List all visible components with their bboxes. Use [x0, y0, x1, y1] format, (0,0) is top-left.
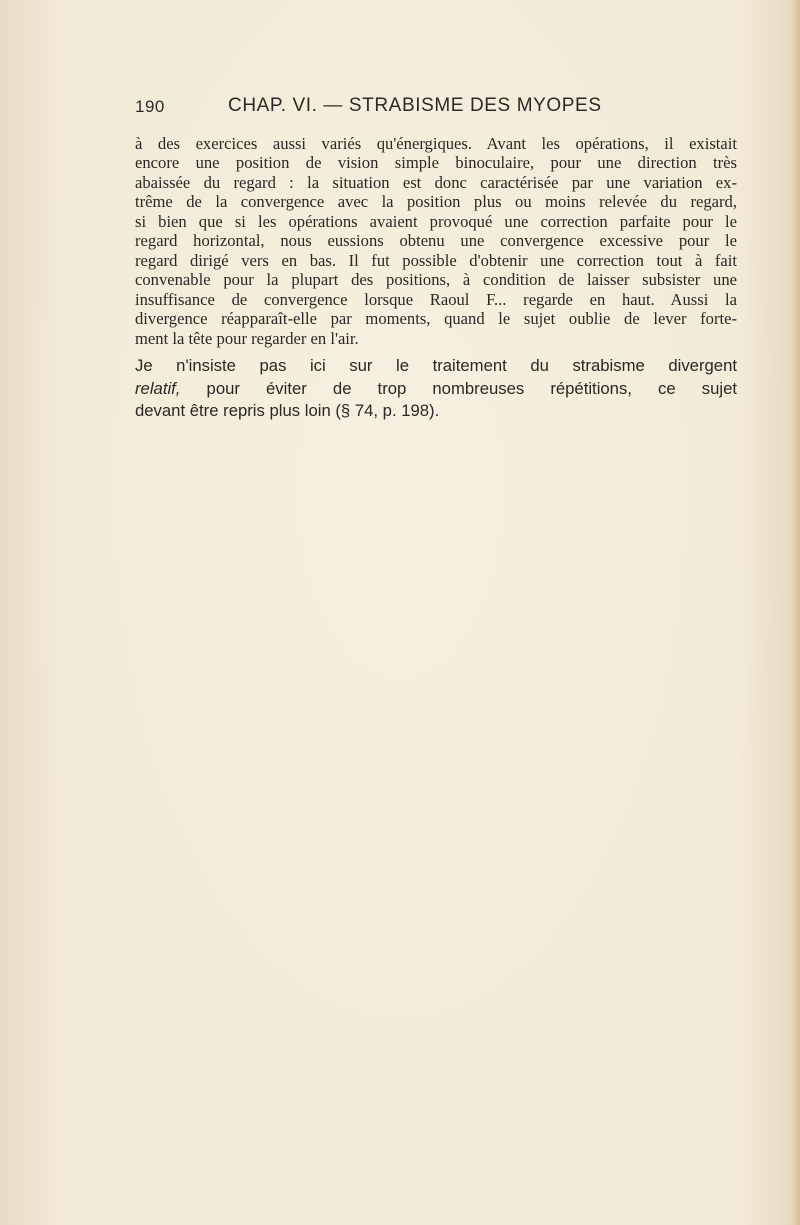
text-line: à des exercices aussi variés qu'énergiques. Avant les opérations, il existait	[135, 134, 737, 153]
text-line: insuffisance de convergence lorsque Raoul F... regarde en haut. Aussi la	[135, 289, 737, 309]
italic-term: relatif,	[135, 378, 181, 398]
running-head	[135, 95, 655, 123]
text-line: Je n'insiste pas ici sur le traitement du strabisme divergent	[135, 356, 737, 375]
text-fragment: pour éviter de trop nombreuses répétitions, ce sujet	[180, 378, 737, 398]
text-line: regard horizontal, nous eussions obtenu une convergence excessive pour le	[135, 231, 737, 251]
text-line: regard dirigé vers en bas. Il fut possible d'obtenir une correction tout à fait	[135, 250, 737, 270]
paragraph-case-report	[135, 134, 737, 348]
page-number: 190	[135, 97, 165, 116]
text-line: divergence réapparaît-elle par moments, quand le sujet oublie de lever forte-	[135, 309, 737, 329]
text-line: trême de la convergence avec la position plus ou moins relevée du regard,	[135, 192, 737, 212]
text-line: devant être repris plus loin (§ 74, p. 198).	[135, 401, 440, 420]
text-line: ment la tête pour regarder en l'air.	[135, 328, 359, 348]
chapter-title: CHAP. VI. — STRABISME DES MYOPES	[228, 95, 602, 116]
text-line: si bien que si les opérations avaient provoqué une correction parfaite pour le	[135, 211, 737, 231]
page-edge-shadow	[790, 0, 800, 1225]
text-line: abaissée du regard : la situation est donc caractérisée par une variation ex-	[135, 172, 737, 192]
text-line-mixed	[135, 378, 737, 401]
text-line: encore une position de vision simple binoculaire, pour une direction très	[135, 153, 737, 173]
paragraph-cross-reference	[135, 355, 737, 423]
text-line: convenable pour la plupart des positions, à condition de laisser subsister une	[135, 270, 737, 290]
